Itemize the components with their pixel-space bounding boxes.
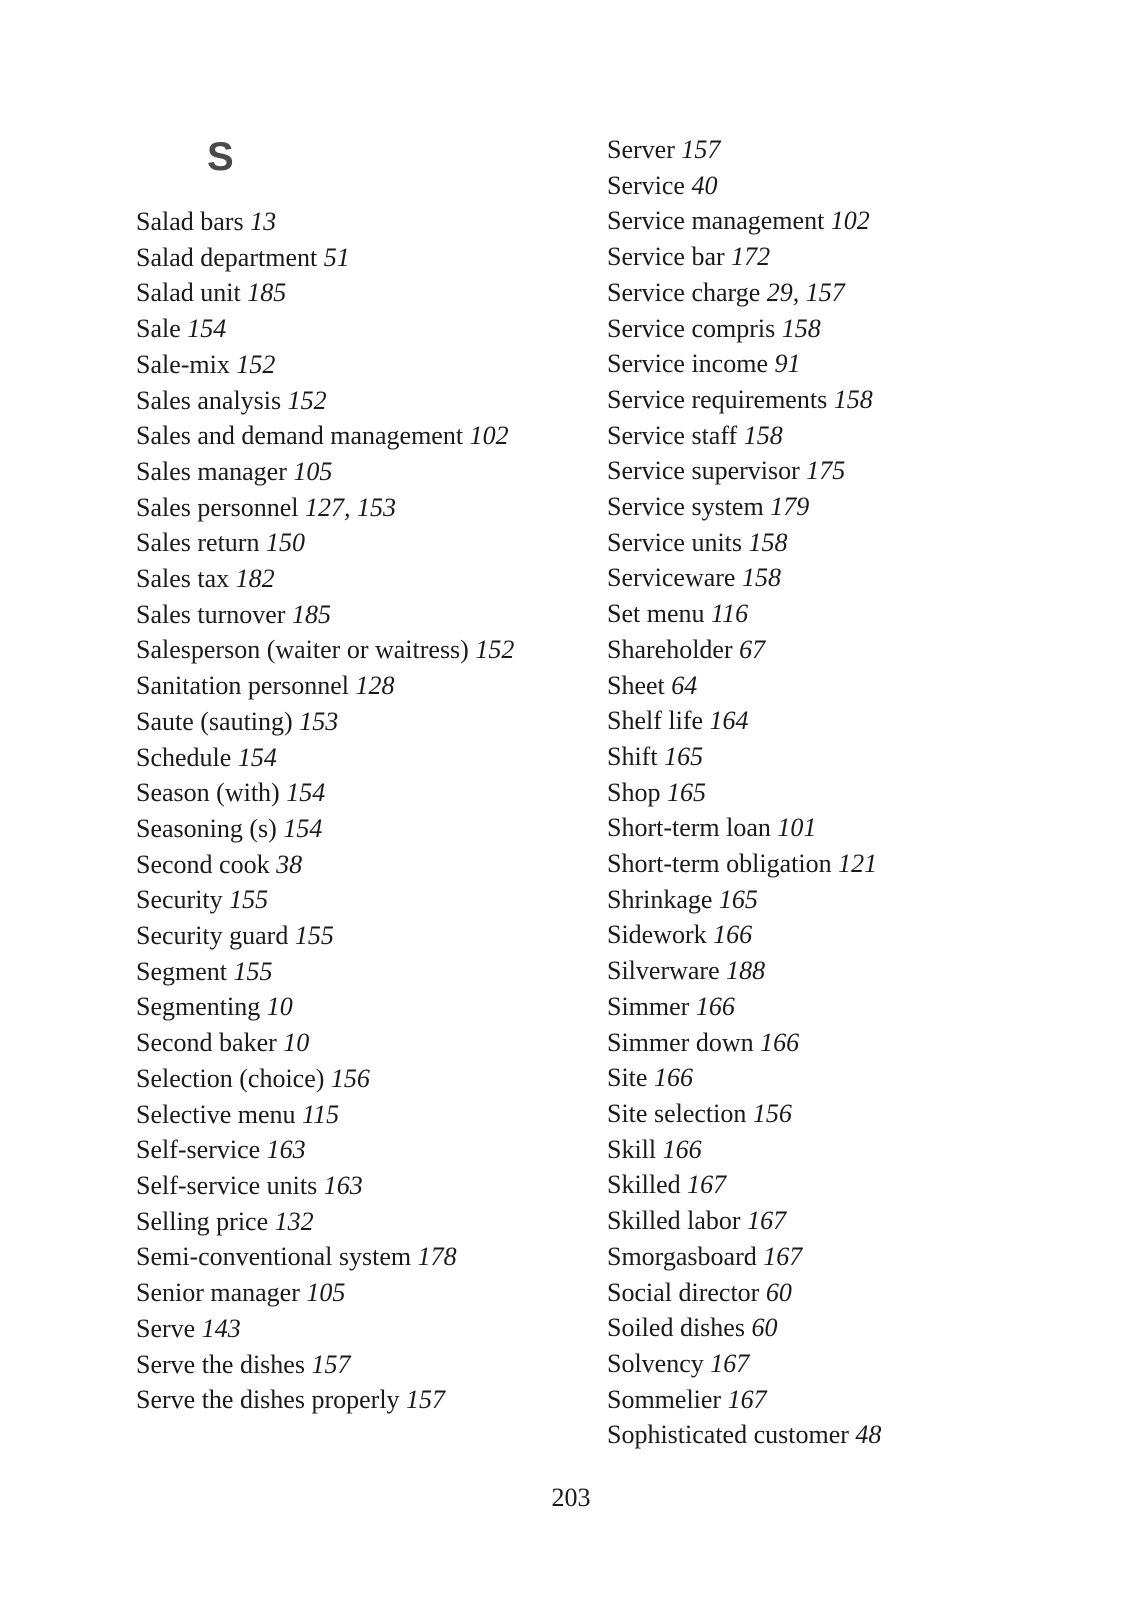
index-entry bbox=[136, 918, 540, 954]
index-term: Solvency bbox=[607, 1348, 704, 1378]
index-entry bbox=[607, 1382, 1027, 1418]
index-term: Sidework bbox=[607, 920, 707, 950]
index-term: Selective menu bbox=[136, 1099, 296, 1129]
index-term: Segment bbox=[136, 956, 227, 986]
index-entry bbox=[136, 561, 540, 597]
index-entry bbox=[607, 882, 1027, 918]
index-pages: 182 bbox=[235, 564, 275, 594]
index-entry bbox=[136, 954, 540, 990]
index-term: Service income bbox=[607, 349, 768, 379]
index-pages: 158 bbox=[748, 527, 788, 557]
index-term: Service charge bbox=[607, 277, 761, 307]
index-term: Shareholder bbox=[607, 634, 733, 664]
index-term: Server bbox=[607, 135, 675, 164]
index-entry bbox=[607, 775, 1027, 811]
index-entry bbox=[136, 275, 540, 311]
index-entry bbox=[136, 1204, 540, 1240]
index-pages: 101 bbox=[777, 813, 817, 843]
index-pages: 179 bbox=[770, 492, 810, 522]
index-pages: 116 bbox=[711, 599, 749, 629]
index-pages: 127, 153 bbox=[304, 492, 396, 522]
index-pages: 152 bbox=[236, 349, 276, 379]
index-entry bbox=[607, 1096, 1027, 1132]
index-term: Social director bbox=[607, 1277, 760, 1307]
index-term: Schedule bbox=[136, 742, 232, 772]
index-entry bbox=[136, 597, 540, 633]
index-term: Shop bbox=[607, 777, 661, 807]
index-entry bbox=[607, 525, 1027, 561]
index-term: Salad unit bbox=[136, 278, 241, 308]
index-term: Serve the dishes properly bbox=[136, 1385, 400, 1415]
section-letter-heading: S bbox=[207, 135, 234, 179]
index-pages: 175 bbox=[806, 456, 846, 486]
index-pages: 105 bbox=[306, 1278, 346, 1308]
index-pages: 165 bbox=[666, 777, 706, 807]
index-pages: 154 bbox=[286, 778, 326, 808]
index-pages: 185 bbox=[291, 599, 331, 629]
index-pages: 163 bbox=[266, 1135, 306, 1165]
index-pages: 167 bbox=[687, 1170, 727, 1200]
index-pages: 10 bbox=[266, 992, 293, 1022]
index-entry bbox=[607, 418, 1027, 454]
index-pages: 102 bbox=[469, 421, 509, 451]
index-term: Sales personnel bbox=[136, 492, 299, 522]
index-term: Seasoning (s) bbox=[136, 813, 277, 843]
index-term: Season (with) bbox=[136, 778, 280, 808]
index-entry bbox=[136, 1025, 540, 1061]
index-term: Service units bbox=[607, 527, 743, 557]
index-term: Service management bbox=[607, 206, 825, 236]
index-pages: 167 bbox=[747, 1206, 787, 1236]
index-pages: 121 bbox=[838, 849, 878, 879]
index-entry bbox=[136, 383, 540, 419]
index-term: Senior manager bbox=[136, 1278, 300, 1308]
index-term: Service compris bbox=[607, 313, 776, 343]
index-pages: 164 bbox=[709, 706, 749, 736]
index-entry bbox=[136, 847, 540, 883]
index-pages: 132 bbox=[274, 1206, 314, 1236]
index-term: Segmenting bbox=[136, 992, 261, 1022]
index-entry bbox=[136, 1347, 540, 1383]
index-term: Service requirements bbox=[607, 384, 828, 414]
index-entry bbox=[136, 454, 540, 490]
index-entry bbox=[136, 240, 540, 276]
index-entry bbox=[136, 1132, 540, 1168]
index-term: Sales tax bbox=[136, 564, 230, 594]
index-term: Site bbox=[607, 1063, 648, 1093]
index-term: Salesperson (waiter or waitress) bbox=[136, 635, 469, 665]
index-pages: 155 bbox=[294, 921, 334, 951]
index-pages: 128 bbox=[355, 671, 395, 701]
index-entry bbox=[607, 739, 1027, 775]
index-entry bbox=[607, 917, 1027, 953]
index-entry bbox=[607, 953, 1027, 989]
index-term: Shift bbox=[607, 741, 658, 771]
index-pages: 166 bbox=[662, 1134, 702, 1164]
index-pages: 115 bbox=[302, 1099, 340, 1129]
index-entry bbox=[607, 311, 1027, 347]
index-entry bbox=[136, 1239, 540, 1275]
index-entry bbox=[607, 382, 1027, 418]
index-term: Sales turnover bbox=[136, 599, 286, 629]
index-term: Service bbox=[607, 170, 685, 200]
index-pages: 167 bbox=[710, 1348, 750, 1378]
index-pages: 143 bbox=[201, 1313, 241, 1343]
index-entry bbox=[607, 632, 1027, 668]
index-entry bbox=[607, 1025, 1027, 1061]
index-entry bbox=[136, 1061, 540, 1097]
index-entry bbox=[136, 311, 540, 347]
index-pages: 157 bbox=[681, 135, 721, 164]
index-term: Smorgasboard bbox=[607, 1241, 757, 1271]
index-entry bbox=[607, 560, 1027, 596]
index-pages: 105 bbox=[293, 456, 333, 486]
index-pages: 51 bbox=[323, 242, 350, 272]
index-column-left bbox=[136, 204, 540, 1418]
index-entry bbox=[607, 810, 1027, 846]
index-term: Silverware bbox=[607, 956, 720, 986]
index-entry bbox=[607, 1060, 1027, 1096]
index-pages: 67 bbox=[739, 634, 766, 664]
index-term: Salad bars bbox=[136, 207, 244, 236]
index-pages: 156 bbox=[752, 1098, 792, 1128]
index-term: Shelf life bbox=[607, 706, 704, 736]
index-term: Short-term loan bbox=[607, 813, 771, 843]
index-entry bbox=[607, 703, 1027, 739]
index-entry bbox=[607, 1275, 1027, 1311]
index-term: Site selection bbox=[607, 1098, 747, 1128]
index-term: Second baker bbox=[136, 1028, 277, 1058]
index-entry bbox=[607, 239, 1027, 275]
index-term: Short-term obligation bbox=[607, 849, 832, 879]
index-term: Sheet bbox=[607, 670, 665, 700]
index-entry bbox=[136, 775, 540, 811]
index-term: Service staff bbox=[607, 420, 738, 450]
index-entry bbox=[607, 168, 1027, 204]
index-entry bbox=[607, 668, 1027, 704]
index-pages: 64 bbox=[671, 670, 698, 700]
index-pages: 152 bbox=[475, 635, 515, 665]
index-entry bbox=[136, 989, 540, 1025]
index-entry bbox=[607, 489, 1027, 525]
index-term: Semi-conventional system bbox=[136, 1242, 412, 1272]
index-pages: 158 bbox=[781, 313, 821, 343]
index-pages: 13 bbox=[250, 207, 277, 236]
index-entry bbox=[136, 1097, 540, 1133]
index-entry bbox=[607, 1310, 1027, 1346]
index-term: Serviceware bbox=[607, 563, 736, 593]
index-pages: 158 bbox=[743, 420, 783, 450]
index-entry bbox=[136, 347, 540, 383]
index-term: Simmer bbox=[607, 991, 690, 1021]
index-term: Skilled labor bbox=[607, 1206, 741, 1236]
index-pages: 165 bbox=[718, 884, 758, 914]
index-term: Sale bbox=[136, 314, 181, 344]
index-pages: 102 bbox=[830, 206, 870, 236]
index-entry bbox=[607, 132, 1027, 168]
index-pages: 10 bbox=[283, 1028, 310, 1058]
index-entry bbox=[136, 1275, 540, 1311]
index-pages: 60 bbox=[751, 1313, 778, 1343]
index-pages: 154 bbox=[187, 314, 227, 344]
index-entry bbox=[136, 525, 540, 561]
index-pages: 152 bbox=[287, 385, 327, 415]
index-term: Skill bbox=[607, 1134, 657, 1164]
index-entry bbox=[136, 632, 540, 668]
index-pages: 167 bbox=[763, 1241, 803, 1271]
index-term: Serve the dishes bbox=[136, 1349, 305, 1379]
index-term: Service supervisor bbox=[607, 456, 800, 486]
index-term: Sophisticated customer bbox=[607, 1420, 849, 1450]
index-pages: 188 bbox=[726, 956, 766, 986]
index-term: Selling price bbox=[136, 1206, 269, 1236]
index-entry bbox=[607, 346, 1027, 382]
index-term: Shrinkage bbox=[607, 884, 713, 914]
index-pages: 166 bbox=[653, 1063, 693, 1093]
index-entry bbox=[136, 1168, 540, 1204]
index-term: Simmer down bbox=[607, 1027, 754, 1057]
index-term: Sales return bbox=[136, 528, 260, 558]
index-term: Second cook bbox=[136, 849, 270, 879]
index-entry bbox=[136, 490, 540, 526]
index-term: Sales and demand management bbox=[136, 421, 464, 451]
index-entry bbox=[136, 882, 540, 918]
index-term: Salad department bbox=[136, 242, 318, 272]
index-entry bbox=[136, 811, 540, 847]
index-pages: 166 bbox=[713, 920, 753, 950]
index-entry bbox=[136, 418, 540, 454]
index-pages: 156 bbox=[330, 1063, 370, 1093]
index-term: Sommelier bbox=[607, 1384, 722, 1414]
index-pages: 48 bbox=[855, 1420, 882, 1450]
index-term: Serve bbox=[136, 1313, 196, 1343]
index-term: Sales analysis bbox=[136, 385, 282, 415]
index-entry bbox=[136, 1311, 540, 1347]
index-pages: 158 bbox=[741, 563, 781, 593]
index-term: Self-service units bbox=[136, 1170, 318, 1200]
index-pages: 60 bbox=[765, 1277, 792, 1307]
index-entry bbox=[607, 1346, 1027, 1382]
index-entry bbox=[607, 453, 1027, 489]
index-term: Security guard bbox=[136, 921, 289, 951]
index-pages: 154 bbox=[237, 742, 277, 772]
index-term: Sale-mix bbox=[136, 349, 230, 379]
index-pages: 38 bbox=[276, 849, 303, 879]
index-pages: 91 bbox=[774, 349, 801, 379]
index-entry bbox=[607, 596, 1027, 632]
page-number: 203 bbox=[551, 1483, 591, 1512]
index-pages: 158 bbox=[833, 384, 873, 414]
index-pages: 163 bbox=[323, 1170, 363, 1200]
index-term: Set menu bbox=[607, 599, 705, 629]
index-pages: 178 bbox=[417, 1242, 457, 1272]
index-entry bbox=[607, 1132, 1027, 1168]
index-term: Service system bbox=[607, 492, 764, 522]
index-pages: 167 bbox=[727, 1384, 767, 1414]
index-pages: 154 bbox=[283, 813, 323, 843]
index-pages: 150 bbox=[265, 528, 305, 558]
index-pages: 157 bbox=[406, 1385, 446, 1415]
index-entry bbox=[136, 668, 540, 704]
index-entry bbox=[136, 740, 540, 776]
index-pages: 166 bbox=[760, 1027, 800, 1057]
index-term: Security bbox=[136, 885, 223, 915]
index-entry bbox=[607, 203, 1027, 239]
index-pages: 153 bbox=[299, 706, 339, 736]
index-pages: 155 bbox=[229, 885, 269, 915]
index-pages: 172 bbox=[731, 242, 771, 272]
index-entry bbox=[607, 1417, 1027, 1453]
index-pages: 157 bbox=[311, 1349, 351, 1379]
index-term: Sales manager bbox=[136, 456, 287, 486]
index-entry bbox=[607, 275, 1027, 311]
index-entry bbox=[607, 1203, 1027, 1239]
index-pages: 185 bbox=[247, 278, 287, 308]
index-pages: 40 bbox=[691, 170, 718, 200]
index-entry bbox=[607, 1167, 1027, 1203]
index-term: Service bar bbox=[607, 242, 725, 272]
index-entry bbox=[136, 204, 540, 240]
index-pages: 29, 157 bbox=[766, 277, 845, 307]
index-entry bbox=[607, 1239, 1027, 1275]
index-pages: 165 bbox=[664, 741, 704, 771]
index-entry bbox=[136, 704, 540, 740]
index-term: Soiled dishes bbox=[607, 1313, 745, 1343]
index-column-right bbox=[607, 132, 1027, 1453]
index-pages: 166 bbox=[695, 991, 735, 1021]
index-term: Selection (choice) bbox=[136, 1063, 325, 1093]
index-pages: 155 bbox=[233, 956, 273, 986]
index-term: Saute (sauting) bbox=[136, 706, 293, 736]
index-entry bbox=[607, 846, 1027, 882]
index-entry bbox=[607, 989, 1027, 1025]
index-entry bbox=[136, 1382, 540, 1418]
index-term: Self-service bbox=[136, 1135, 261, 1165]
index-term: Skilled bbox=[607, 1170, 681, 1200]
index-term: Sanitation personnel bbox=[136, 671, 350, 701]
